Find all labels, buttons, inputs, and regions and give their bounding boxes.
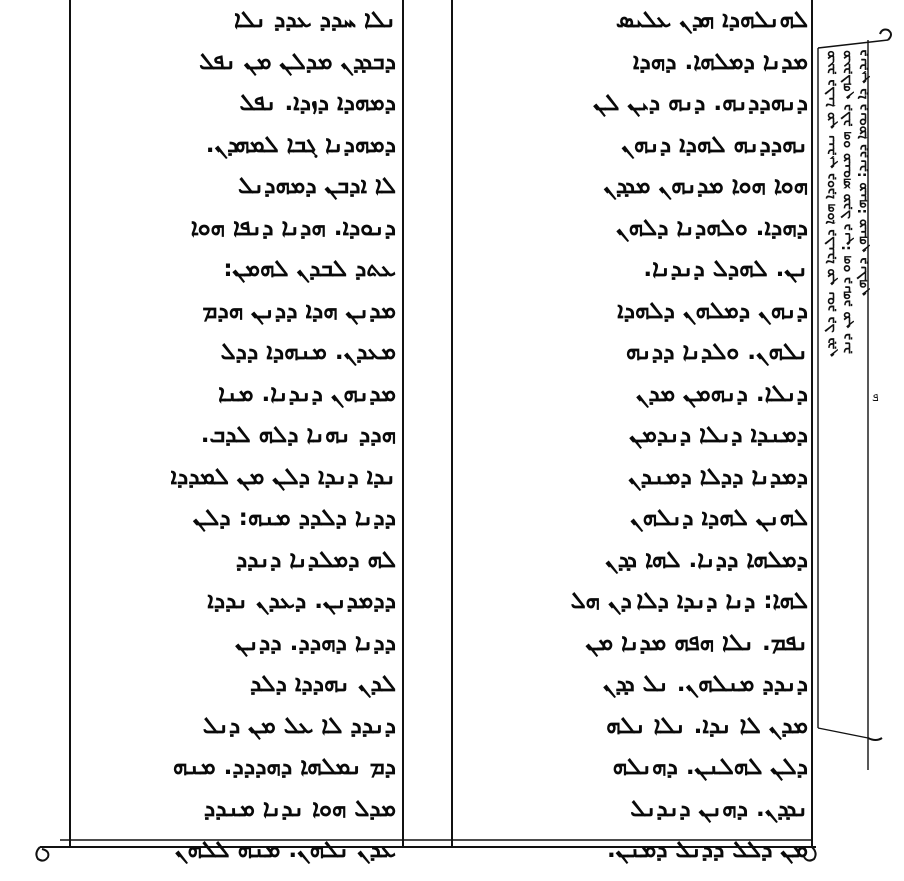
text-line: ܢܕܐ ܕܢܕܐ ܕܠܢ ܡܢ ܠܡܕܕܐ <box>170 463 396 490</box>
corner-flourish-margin-top <box>880 30 891 41</box>
text-line: ܡܕܢܐ ܕܡܠܗܐ. ܕܗܕܐ <box>632 48 808 75</box>
right-text-column <box>458 0 808 872</box>
text-line: ܕܒܕܕܢ ܡܕܠܢ ܡܢ ܢܦܠ <box>199 48 396 75</box>
margin-box-top <box>818 40 888 48</box>
text-line: ܡܥܕܢ. ܡܢܗܕܐ ܕܕܠ <box>220 339 396 365</box>
text-line: ܠܕܢ ܢܗܕܕܐ ܕܠܕ <box>250 671 396 697</box>
text-line: ܕܡܕܢܐ ܕܕܠܐ ܕܡܢܕܢ <box>628 463 808 490</box>
text-line: ܗܕܕ ܢܗܢܐ ܕܠܗ ܠܕܒ. <box>200 422 396 448</box>
text-line: ܡܢ ܕܠܠ ܕܕܢܠ ܕܡܢܢ. <box>606 837 808 863</box>
text-line: ܡܕܢ ܠܐ ܢܕܐ. ܢܠܐ ܢܠܗ <box>606 712 808 739</box>
text-line: ܗܘܐ ܗܘܐ ܡܕܢܗܢ ܡܕܕܢ <box>603 173 808 199</box>
marginal-note <box>820 50 870 730</box>
text-line: ܠܗܢܢ ܠܗܕܐ ܕܢܠܗܢ <box>630 505 808 531</box>
text-line: ܕܡܠܗܐ ܕܕܢܐ. ܠܗܐ ܕܕܢ <box>605 546 808 573</box>
text-line: ܢܕܕܢ. ܕܗܢܢ ܕܢܕܢܠ <box>630 795 808 822</box>
text-line: ܠܐ ܐܕܒܢ ܕܡܗܕܢܠ <box>238 173 396 199</box>
text-line: ܢܠܗܢ. ܘܠܕܢܐ ܕܕܢܗ <box>625 339 808 365</box>
left-text-column <box>76 0 396 872</box>
text-line: ܕܡܢܕܐ ܕܢܠܐ ܕܢܕܡܢ <box>629 422 808 448</box>
text-line: ܠܗܢܠܗܕܐ ܗܕܢ ܥܠܝܣ <box>615 7 808 33</box>
text-line: ܕܡܗܕܐ ܕܙܕܐ. ܢܦܠ <box>239 90 396 116</box>
text-line: ܢܗܕܕܢܗ ܠܗܕܐ ܕܢܗܢ <box>621 131 808 158</box>
text-line: ܕܢܗܢ ܕܡܠܗܢ ܕܠܗܕܐ <box>617 297 808 324</box>
text-line: ܥܬܕ ܠܒܕܢ ܠܗܡܢ: <box>223 256 396 282</box>
text-line: ܕܗܕܐ. ܘܠܗܕܢܐ ܕܠܗܢ <box>616 214 808 241</box>
text-line: ܡܕܢܢ ܗܕܐ ܕܕܢܢ ܗܕܡ <box>202 297 396 324</box>
marginal-note-line: ܡܥܕ ܕܠܢܐ ܡܢ ܢܢܕܝܢ ܕܘܕܐ ܗܘܐ ܕܠܢܕܐ ܡܢ ܢܘܕ ܕܠ ܕܕܢ <box>822 50 838 357</box>
text-line: ܕܢܕܕ ܠܐ ܥܠ ܡܢ ܕܢܠ <box>202 712 396 739</box>
text-line: ܕܢܘܕܐ. ܗܕܢܐ ܕܢܦܐ ܗܘܐ <box>190 214 396 241</box>
text-line: ܠܗܐ: ܕܢܐ ܕܢܕܐ ܕܠܐ ܕܢ ܗܠ <box>570 588 808 614</box>
text-line: ܡܕܠ ܗܘܐ ܢܕܢܐ ܡܢܕܕ <box>203 795 396 822</box>
text-line: ܢܠܐ ܚܕܕ ܥܕܕ ܢܠܐ <box>233 7 396 33</box>
text-line: ܡܕܢܗܢ ܕܢܕܢܐ. ܡܢܐ <box>218 380 396 407</box>
text-line: ܢܦܡ. ܢܠܐ ܗܦܗ ܡܕܢܐ ܡܢ <box>585 629 808 656</box>
corner-flourish-bottom-left <box>36 847 48 861</box>
text-line: ܕܢܗܕܕܢܗ. ܕܢܗ ܕܝܢ ܠܢ <box>593 90 808 116</box>
text-line: ܕܕܢܐ ܕܠܕܕ ܡܢܗ: ܕܠܢ <box>193 505 396 531</box>
text-line: ܕܢܠܐ. ܕܢܗܡܢ ܡܕܢ <box>635 380 808 407</box>
marginal-note-line: ܕܢܕܝܢ ܕܐ ܕܢܘܡܐ ܕܕܢܕ: ܡܢܗ: ܡܢܗܢ ܕܢܠܗܢ <box>854 50 870 297</box>
marginal-note-line: ܡܥܕܠܗܢ ܕܠܕ ܗܘ ܡܢܘܗܝ ܡܕܠ ܕܢܢ: ܗܘ ܕܢܗܕ ܡܢ ܕܢܕ <box>838 50 854 354</box>
corner-flourish-margin-bottom <box>868 738 882 740</box>
foliation-mark: ܦ <box>872 390 879 404</box>
text-line: ܠܗ ܕܡܠܕܢܐ ܕܢܕܕ <box>235 546 396 573</box>
text-line: ܕܡܗܕܢܐ ܓܒܐ ܠܡܗܕܢ. <box>205 131 396 158</box>
text-line: ܢܢ. ܠܗܕܠ ܕܢܕܢܐ. <box>643 256 808 282</box>
text-line: ܕܠܢ ܠܗܠܢܢ. ܕܗܢܠܗ <box>612 754 808 780</box>
text-line: ܕܢܕܕ ܡܢܠܗܢ. ܢܠ ܕܕܢ <box>602 671 808 697</box>
text-line: ܕܡ ܢܡܠܗܐ ܕܗܕܕܕ. ܡܢܗ <box>172 754 396 780</box>
text-line: ܥܕܢ ܢܠܗܢ. ܡܢܗ ܠܠܗܢ <box>174 837 396 863</box>
text-line: ܕܕܡܕܢܢ. ܕܥܕܢ ܢܕܕܐ <box>207 588 396 614</box>
text-line: ܕܕܢܐ ܕܗܕܕ. ܕܕܢܢ <box>235 629 396 656</box>
